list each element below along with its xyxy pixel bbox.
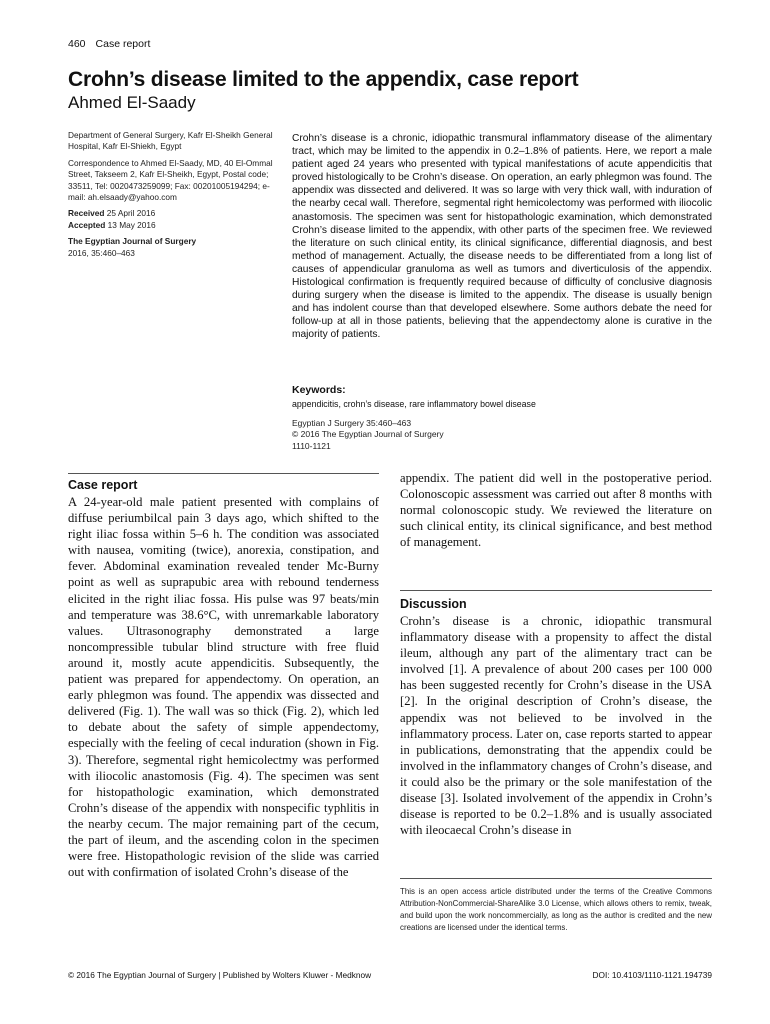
received-date: 25 April 2016 (106, 208, 156, 219)
divider-case-report (68, 473, 379, 474)
page-number: 460 (68, 38, 86, 50)
discussion-body: Crohn’s disease is a chronic, idiopathic transmural inflammatory disease with a propensity to affect the distal ileum, although any part of the alimentary tract can be involved [1]. A prevalence of about 200 cases per 100 000 has been suggested recently for Crohn’s disease in the USA [2]. In the original description of Crohn’s disease, the appendix was not believed to be involved in the inflammatory process. Later on, case reports started to appear in publications, demonstrating that the appendix could be involved in the inflammatory changes of Crohn’s disease, and it could also be the primary or the sole manifestation of the disease [3]. Isolated involvement of the appendix in Crohn’s disease is reported to be 0.2–1.8% and is usually associated with ileocaecal Crohn’s disease in (400, 614, 712, 838)
footer-copyright: © 2016 The Egyptian Journal of Surgery | Published by Wolters Kluwer - Medknow (68, 970, 372, 980)
accepted-date: 13 May 2016 (107, 219, 156, 230)
abstract: Crohn’s disease is a chronic, idiopathic transmural inflammatory disease of the alimentary tract, which may be limited to the appendix in 0.2–1.8% of patients. Here, we report a male patient aged 24 years who presented with typical manifestations of acute appendicitis that proved histologically to be Crohn’s disease. On operation, an early phlegmon was found. The appendix was dissected and delivered. It was so large with very thick wall, with induration of the nearby cecal wall. Therefore, segmental right hemicolectomy was performed with iliocolic anastomosis. The specimen was sent for histopathologic examination, which demonstrated Crohn’s disease limited to the appendix, with other parts of the specimen free. We reviewed the literature on such clinical entity, its clinical significance, differential diagnosis, and best method of management. Actually, the disease needs to be differentiated from a long list of causes of appendicular granuloma as well as tumors and diverticulosis of the appendix. Histological confirmation is frequently required because of difficulty of conclusive diagnosis during surgery when the disease is limited to the appendix. The disease is usually benign and has indolent course than that developed elsewhere. Some authors debate the need for follow-up at all in those patients, believing that the appendectomy alone is curative in the majority of patients. (292, 133, 712, 341)
keywords-list: appendicitis, crohn’s disease, rare inflammatory bowel disease (292, 399, 536, 409)
accepted-label: Accepted (68, 219, 106, 230)
divider-discussion (400, 590, 712, 591)
discussion-heading: Discussion (400, 597, 467, 611)
journal-name: The Egyptian Journal of Surgery (68, 236, 197, 247)
journal-reference: 2016, 35:460–463 (68, 247, 135, 258)
keywords-heading: Keywords: (292, 384, 346, 396)
section-label: Case report (95, 38, 151, 50)
correspondence: Correspondence to Ahmed El-Saady, MD, 40 El-Ommal Street, Takseem 2, Kafr El-Sheikh, Egypt, Postal code; 33511, Tel: 0020473259099; Fax: 00201005194294; e-mail: ah.elsaady@yahoo.com (68, 157, 273, 203)
article-metadata (68, 130, 273, 264)
running-head (68, 38, 150, 50)
citation (292, 418, 444, 452)
citation-issn: 1110-1121 (292, 440, 331, 451)
footer-doi: DOI: 10.4103/1110-1121.194739 (592, 970, 712, 980)
author-name: Ahmed El-Saady (68, 93, 196, 112)
case-report-body: A 24-year-old male patient presented with complains of diffuse periumbilcal pain 3 days ago, which shifted to the right iliac fossa within 5–6 h. The condition was associated with nausea, vomiting (twice), anorexia, constipation, and fever. Abdominal examination revealed tender Mc-Burny point as well as suprapubic area with rebound tenderness elicited in the right iliac fossa. His pulse was 97 beats/min and temperature was 38.6°C, with unremarkable laboratory values. Ultrasonography demonstrated a large noncompressible tubular blind structure with free fluid around it, mostly acute appendicitis. Subsequently, the patient was prepared for appendectomy. On operation, an early phlegmon was found. The appendix was dissected and delivered (Fig. 1). The wall was so thick (Fig. 2), which led to debate about the safety of simple appendectomy, especially with the feeling of cecal induration (shown in Fig. 3). Therefore, segmental right hemicolectmy was performed with iliocolic anastomosis (Fig. 4). The specimen was sent for histopathologic examination, which demonstrated Crohn’s disease of the appendix with nonspecific typhlitis in the nearby cecum. The major remaining part of the cecum, the part of ileum, and the ascending colon in the specimen were free. Histopathologic revision of the slide was carried out with confirmation of isolated Crohn’s disease of the (68, 495, 379, 880)
divider-license (400, 878, 712, 879)
citation-copyright: © 2016 The Egyptian Journal of Surgery (292, 429, 444, 440)
case-report-heading: Case report (68, 478, 138, 492)
received-label: Received (68, 208, 105, 219)
article-title: Crohn’s disease limited to the appendix, case report (68, 68, 579, 91)
affiliation: Department of General Surgery, Kafr El-Sheikh General Hospital, Kafr El-Shiekh, Egypt (68, 130, 273, 152)
citation-journal: Egyptian J Surgery 35:460–463 (292, 418, 412, 428)
case-report-continuation: appendix. The patient did well in the postoperative period. Colonoscopic assessment was carried out after 8 months with normal colonoscopic study. We reviewed the literature on such clinical entity, its clinical significance, and best method of management. (400, 471, 712, 550)
license-notice: This is an open access article distributed under the terms of the Creative Commons Attribution-NonCommercial-ShareAlike 3.0 License, which allows others to remix, tweak, and build upon the work noncommercially, as long as the author is credited and the new creations are licensed under the identical terms. (400, 887, 712, 933)
